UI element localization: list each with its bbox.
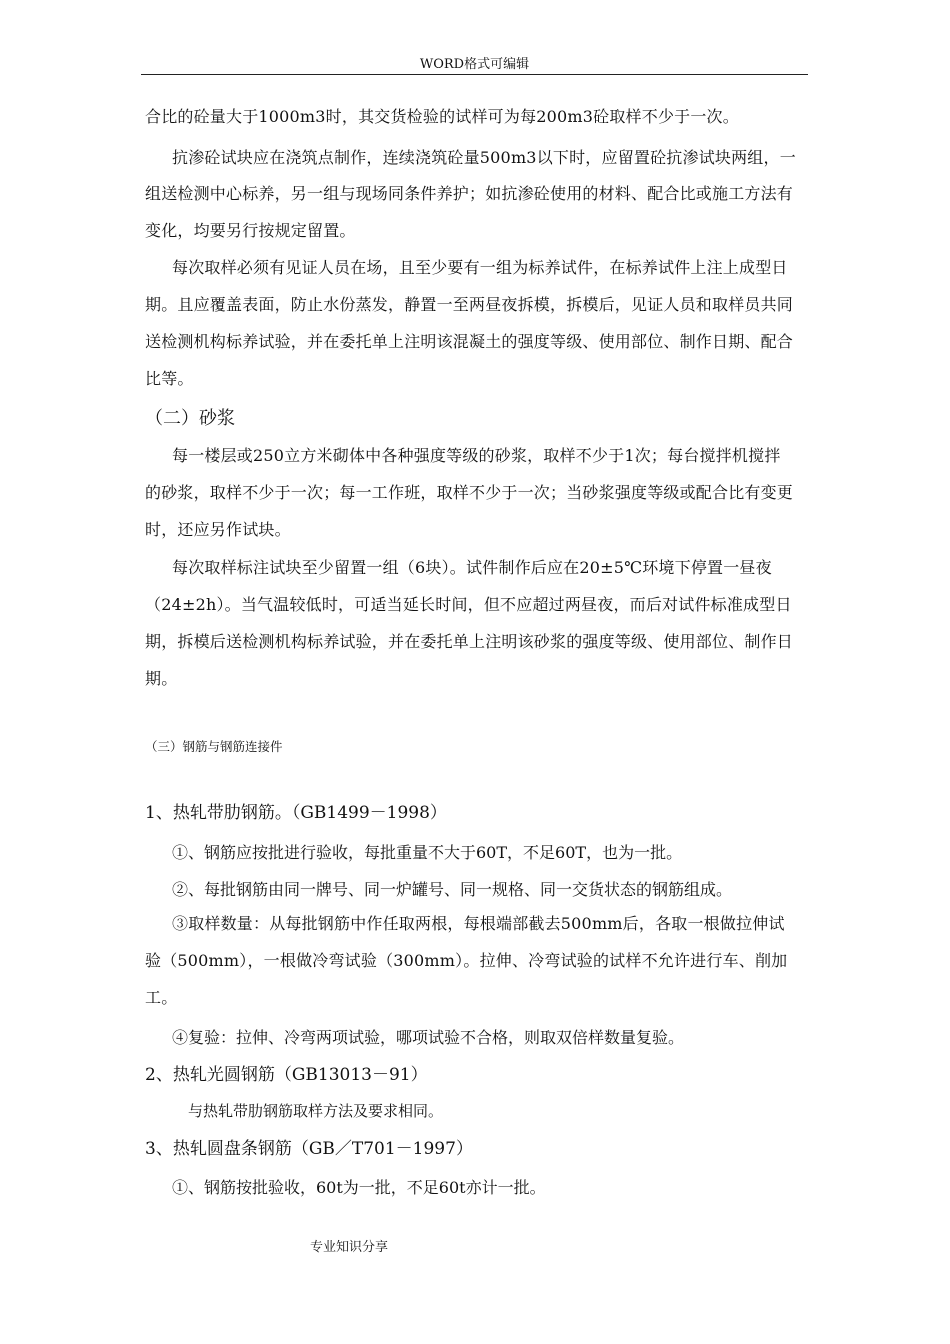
paragraph-line: 验（500mm），一根做冷弯试验（300mm）。拉伸、冷弯试验的试样不允许进行车、削加	[145, 951, 788, 970]
page-header: WORD格式可编辑	[141, 56, 808, 75]
section-heading: （三）钢筋与钢筋连接件	[145, 739, 283, 754]
paragraph-line: ③取样数量：从每批钢筋中作任取两根，每根端部截去500mm后，各取一根做拉伸试	[172, 914, 785, 933]
item-heading: 1、热轧带肋钢筋。（GB1499－1998）	[145, 803, 447, 823]
section-heading: （二）砂浆	[145, 408, 235, 429]
paragraph-line: 每次取样必须有见证人员在场，且至少要有一组为标养试件，在标养试件上注上成型日	[172, 258, 788, 277]
paragraph-line: 合比的砼量大于1000m3时，其交货检验的试样可为每200m3砼取样不少于一次。	[145, 107, 739, 126]
paragraph-line: 每一楼层或250立方米砌体中各种强度等级的砂浆，取样不少于1次；每台搅拌机搅拌	[172, 446, 781, 465]
paragraph-line: （24±2h）。当气温较低时，可适当延长时间，但不应超过两昼夜，而后对试件标准成型日	[145, 595, 792, 614]
paragraph-line: 抗渗砼试块应在浇筑点制作，连续浇筑砼量500m3以下时，应留置砼抗渗试块两组，一	[172, 148, 796, 167]
paragraph-line: 每次取样标注试块至少留置一组（6块）。试件制作后应在20±5℃环境下停置一昼夜	[172, 558, 772, 577]
paragraph-line: 期，拆模后送检测机构标养试验，并在委托单上注明该砂浆的强度等级、使用部位、制作日	[145, 632, 794, 651]
list-item: ①、钢筋应按批进行验收，每批重量不大于60T，不足60T，也为一批。	[172, 843, 683, 862]
list-item: ①、钢筋按批验收，60t为一批，不足60t亦计一批。	[172, 1178, 546, 1197]
paragraph-line: 期。	[145, 669, 178, 688]
list-item: ②、每批钢筋由同一牌号、同一炉罐号、同一规格、同一交货状态的钢筋组成。	[172, 880, 733, 899]
paragraph-line: 送检测机构标养试验，并在委托单上注明该混凝土的强度等级、使用部位、制作日期、配合	[145, 332, 794, 351]
paragraph-line: 工。	[145, 988, 178, 1007]
paragraph-line: 比等。	[145, 369, 194, 388]
list-item: ④复验：拉伸、冷弯两项试验，哪项试验不合格，则取双倍样数量复验。	[172, 1028, 685, 1047]
paragraph-line: 的砂浆，取样不少于一次；每一工作班，取样不少于一次；当砂浆强度等级或配合比有变更	[145, 483, 794, 502]
item-heading: 2、热轧光圆钢筋（GB13013－91）	[145, 1065, 428, 1085]
paragraph-line: 时，还应另作试块。	[145, 520, 291, 539]
paragraph-line: 组送检测中心标养，另一组与现场同条件养护；如抗渗砼使用的材料、配合比或施工方法有	[145, 184, 794, 203]
item-heading: 3、热轧圆盘条钢筋（GB／T701－1997）	[145, 1139, 473, 1159]
page-footer: 专业知识分享	[310, 1240, 389, 1255]
paragraph-line: 期。且应覆盖表面，防止水份蒸发，静置一至两昼夜拆模，拆模后，见证人员和取样员共同	[145, 295, 794, 314]
paragraph-line: 变化，均要另行按规定留置。	[145, 221, 356, 240]
list-item: 与热轧带肋钢筋取样方法及要求相同。	[188, 1102, 444, 1120]
